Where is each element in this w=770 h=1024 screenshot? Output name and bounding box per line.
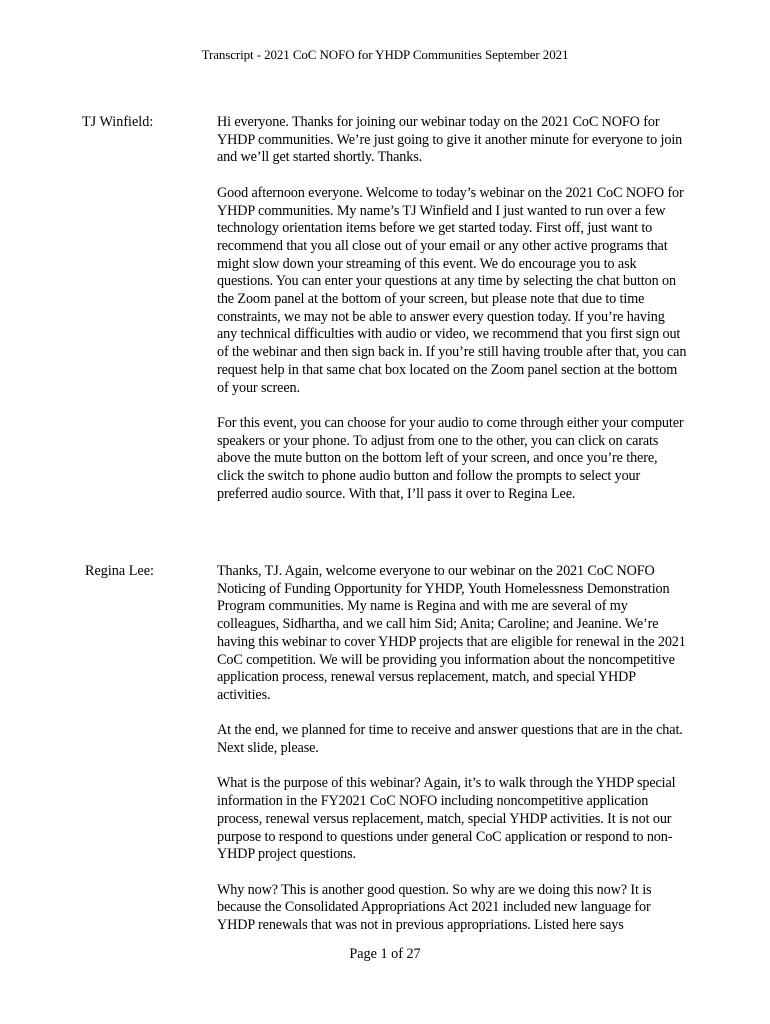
paragraph: For this event, you can choose for your audio to come through either your computer speakers or your phone. To adjust from one to the other, you can click on carats above the mute button on the bottom left of your screen, and once you’re there, click the switch to phone audio button and follow the prompts to select your preferred audio source. With that, I’ll pass it over to Regina Lee. [217,414,684,502]
paragraph: Thanks, TJ. Again, welcome everyone to our webinar on the 2021 CoC NOFO Noticing of Funding Opportunity for YHDP, Youth Homelessness Demonstration Program communities. My name is Regina and with me are several of my colleagues, Sidhartha, and we call him Sid; Anita; Caroline; and Jeanine. We’re having this webinar to cover YHDP projects that are eligible for renewal in the 2021 CoC competition. We will be providing you information about the noncompetitive application process, renewal versus replacement, match, and special YHDP activities. [217,563,686,703]
speaker-name: Regina Lee: [85,563,154,579]
page-header: Transcript - 2021 CoC NOFO for YHDP Communities September 2021 [201,47,569,62]
page-number: Page 1 of 27 [349,946,421,962]
speaker-name: TJ Winfield: [82,114,154,130]
paragraph: Hi everyone. Thanks for joining our webinar today on the 2021 CoC NOFO for YHDP communities. We’re just going to give it another minute for everyone to join and we’ll get started shortly. Thanks. [217,114,683,166]
paragraph: What is the purpose of this webinar? Again, it’s to walk through the YHDP special information in the FY2021 CoC NOFO including noncompetitive application process, renewal versus replacement, match, special YHDP activities. It is not our purpose to respond to questions under general CoC application or respond to non-YHDP project questions. [217,775,676,863]
paragraph: Good afternoon everyone. Welcome to today’s webinar on the 2021 CoC NOFO for YHDP communities. My name’s TJ Winfield and I just wanted to run over a few technology orientation items before we get started today. First off, just want to recommend that you all close out of your email or any other active programs that might slow down your streaming of this event. We do encourage you to ask questions. You can enter your questions at any time by selecting the chat button on the Zoom panel at the bottom of your screen, but please note that due to time constraints, we may not be able to answer every question today. If you’re having any technical difficulties with audio or video, we recommend that you first sign out of the webinar and then sign back in. If you’re still having trouble after that, you can request help in that same chat box located on the Zoom panel section at the bottom of your screen. [217,184,687,396]
paragraph: Why now? This is another good question. So why are we doing this now? It is because the Consolidated Appropriations Act 2021 included new language for YHDP renewals that was not in previous appropriations. Listed here says [217,881,652,934]
speaker-text [217,114,687,521]
paragraph: At the end, we planned for time to receive and answer questions that are in the chat. Next slide, please. [217,722,683,757]
speaker-text [217,563,687,952]
